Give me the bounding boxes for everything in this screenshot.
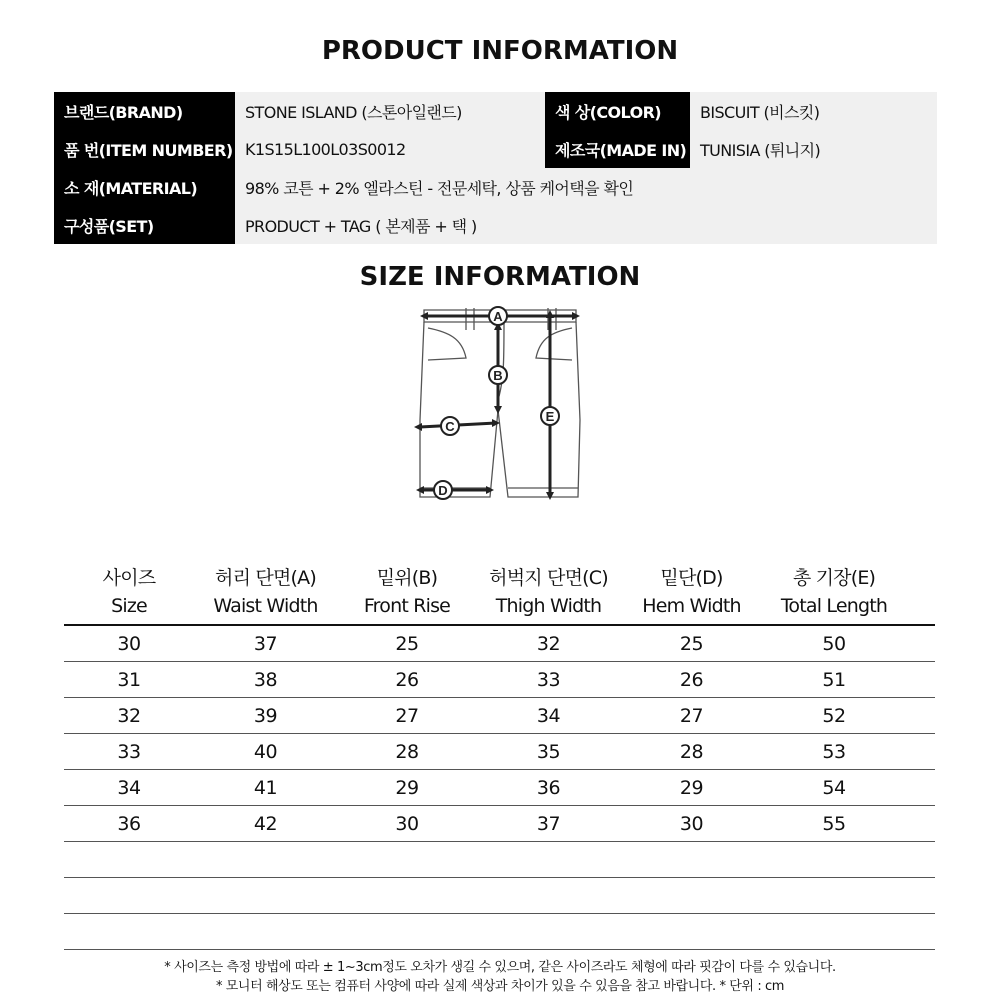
- item-number-value: K1S15L100L03S0012: [235, 130, 545, 168]
- note-line: * 모니터 해상도 또는 컴퓨터 사양에 따라 실제 색상과 차이가 있을 수 있음을 참고 바랍니다. * 단위 : cm: [215, 979, 785, 994]
- color-value: BISCUIT (비스킷): [690, 92, 937, 130]
- header-en: Hem Width: [642, 595, 741, 617]
- table-row: [64, 770, 935, 806]
- product-row-set: [54, 206, 937, 244]
- size-information-title: SIZE INFORMATION: [359, 262, 641, 292]
- cell-front-rise: 25: [395, 632, 419, 655]
- svg-text:D: D: [438, 483, 448, 498]
- cell-total-length: 52: [822, 704, 846, 727]
- cell-spacer: [905, 698, 935, 733]
- table-row: [64, 734, 935, 770]
- header-ko: 밑위(B): [376, 567, 438, 589]
- cell-hem-width: 26: [679, 668, 704, 691]
- cell-total-length: [763, 878, 905, 913]
- header-en: Size: [111, 595, 147, 617]
- product-info-table: [54, 92, 937, 244]
- size-notes: [0, 958, 1000, 996]
- size-table: [64, 560, 935, 950]
- cell-hem-width: 30: [679, 812, 704, 835]
- header-en: Total Length: [780, 595, 888, 617]
- cell-front-rise: 28: [395, 740, 419, 763]
- cell-spacer: [905, 806, 935, 841]
- header-spacer: [905, 560, 935, 624]
- cell-total-length: 51: [822, 668, 846, 691]
- cell-thigh-width: 37: [536, 812, 561, 835]
- table-row: [64, 878, 935, 914]
- cell-waist-width: 42: [253, 812, 278, 835]
- header-en: Front Rise: [363, 595, 451, 617]
- cell-size: 33: [117, 740, 141, 763]
- note-line: * 사이즈는 측정 방법에 따라 ± 1~3cm정도 오차가 생길 수 있으며, 같은 사이즈라도 체형에 따라 핏감이 다를 수 있습니다.: [164, 960, 836, 975]
- table-row: [64, 626, 935, 662]
- product-row-material: [54, 168, 937, 206]
- header-size: [64, 560, 194, 624]
- cell-waist-width: 41: [253, 776, 278, 799]
- cell-size: 30: [117, 632, 141, 655]
- cell-thigh-width: 33: [536, 668, 561, 691]
- label-d-icon: [434, 481, 452, 499]
- made-in-value: TUNISIA (튀니지): [690, 130, 937, 168]
- cell-total-length: [763, 842, 905, 877]
- label-e-icon: [541, 407, 559, 425]
- cell-thigh-width: [477, 878, 620, 913]
- cell-front-rise: [337, 914, 477, 949]
- cell-front-rise: 30: [395, 812, 419, 835]
- material-label: 소 재(MATERIAL): [54, 168, 235, 206]
- cell-waist-width: 37: [253, 632, 278, 655]
- cell-size: 34: [117, 776, 141, 799]
- cell-spacer: [905, 770, 935, 805]
- table-row: [64, 806, 935, 842]
- cell-total-length: 55: [822, 812, 846, 835]
- cell-waist-width: [194, 878, 337, 913]
- product-row-brand: [54, 92, 937, 130]
- material-value: 98% 코튼 + 2% 엘라스틴 - 전문세탁, 상품 케어택을 확인: [235, 168, 937, 206]
- cell-waist-width: [194, 914, 337, 949]
- cell-size: 32: [117, 704, 141, 727]
- product-row-item-number: [54, 130, 937, 168]
- header-waist-width: [194, 560, 337, 624]
- cell-spacer: [905, 842, 935, 877]
- svg-text:A: A: [493, 309, 503, 324]
- cell-total-length: [763, 914, 905, 949]
- cell-thigh-width: 36: [536, 776, 561, 799]
- table-row: [64, 662, 935, 698]
- cell-spacer: [905, 626, 935, 661]
- size-table-header: [64, 560, 935, 626]
- label-c-icon: [441, 417, 459, 435]
- cell-front-rise: 29: [395, 776, 419, 799]
- cell-size: 31: [117, 668, 141, 691]
- cell-thigh-width: 34: [536, 704, 561, 727]
- header-front-rise: [337, 560, 477, 624]
- shorts-measurement-diagram: [400, 300, 600, 510]
- header-ko: 밑단(D): [660, 567, 723, 589]
- size-table-body: [64, 626, 935, 950]
- cell-thigh-width: 32: [536, 632, 561, 655]
- cell-hem-width: [620, 842, 763, 877]
- table-row: [64, 698, 935, 734]
- header-en: Thigh Width: [495, 595, 602, 617]
- header-thigh-width: [477, 560, 620, 624]
- cell-spacer: [905, 662, 935, 697]
- cell-spacer: [905, 878, 935, 913]
- cell-size: [64, 842, 194, 877]
- header-en: Waist Width: [213, 595, 318, 617]
- header-ko: 사이즈: [102, 567, 156, 589]
- header-ko: 총 기장(E): [792, 567, 876, 589]
- made-in-label: 제조국(MADE IN): [545, 130, 690, 168]
- cell-waist-width: 38: [253, 668, 278, 691]
- color-label: 색 상(COLOR): [545, 92, 690, 130]
- set-label: 구성품(SET): [54, 206, 235, 244]
- cell-spacer: [905, 734, 935, 769]
- cell-size: [64, 878, 194, 913]
- cell-hem-width: [620, 878, 763, 913]
- brand-label: 브랜드(BRAND): [54, 92, 235, 130]
- cell-hem-width: 28: [679, 740, 704, 763]
- set-value: PRODUCT + TAG ( 본제품 + 택 ): [235, 206, 937, 244]
- cell-hem-width: 27: [679, 704, 704, 727]
- cell-size: 36: [117, 812, 141, 835]
- svg-text:C: C: [445, 419, 455, 434]
- label-a-icon: [489, 307, 507, 325]
- header-hem-width: [620, 560, 763, 624]
- cell-thigh-width: 35: [536, 740, 561, 763]
- cell-hem-width: 29: [679, 776, 704, 799]
- cell-front-rise: 27: [395, 704, 419, 727]
- cell-front-rise: 26: [395, 668, 419, 691]
- cell-total-length: 54: [822, 776, 846, 799]
- cell-hem-width: 25: [679, 632, 704, 655]
- header-ko: 허벅지 단면(C): [489, 567, 608, 589]
- svg-text:E: E: [545, 409, 555, 424]
- header-total-length: [763, 560, 905, 624]
- cell-front-rise: [337, 878, 477, 913]
- item-number-label: 품 번(ITEM NUMBER): [54, 130, 235, 168]
- shorts-outline-icon: [420, 308, 580, 497]
- product-information-title: PRODUCT INFORMATION: [321, 36, 679, 66]
- cell-hem-width: [620, 914, 763, 949]
- cell-thigh-width: [477, 842, 620, 877]
- label-b-icon: [489, 366, 507, 384]
- cell-total-length: 53: [822, 740, 846, 763]
- table-row: [64, 842, 935, 878]
- svg-text:B: B: [493, 368, 503, 383]
- cell-thigh-width: [477, 914, 620, 949]
- cell-front-rise: [337, 842, 477, 877]
- table-row: [64, 914, 935, 950]
- cell-size: [64, 914, 194, 949]
- cell-spacer: [905, 914, 935, 949]
- header-ko: 허리 단면(A): [215, 567, 316, 589]
- cell-waist-width: 40: [253, 740, 278, 763]
- cell-total-length: 50: [822, 632, 846, 655]
- brand-value: STONE ISLAND (스톤아일랜드): [235, 92, 545, 130]
- cell-waist-width: [194, 842, 337, 877]
- cell-waist-width: 39: [253, 704, 278, 727]
